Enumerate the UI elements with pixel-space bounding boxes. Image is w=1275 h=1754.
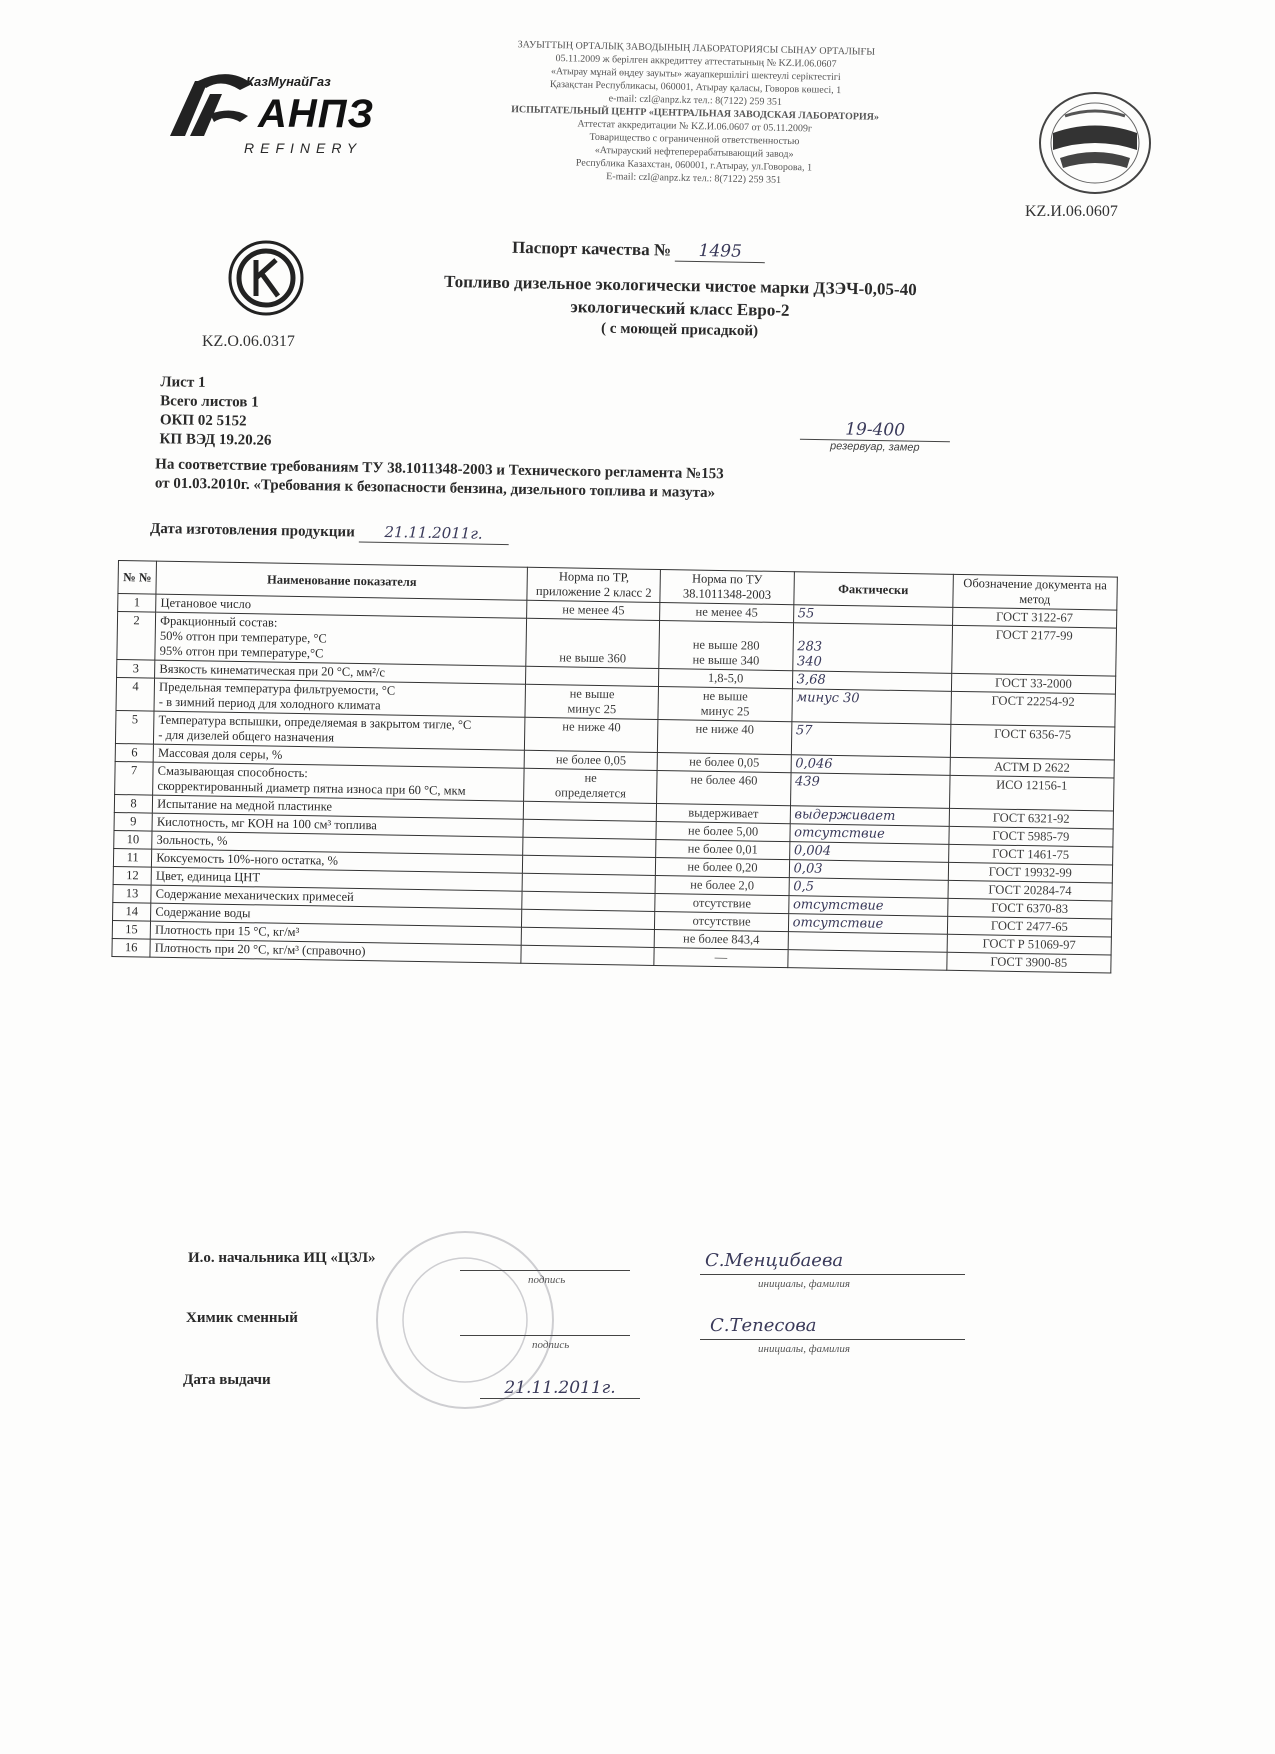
row-norm-tr: не выше минус 25 <box>525 684 659 719</box>
sheet-info <box>159 373 272 451</box>
row-actual-value: 439 <box>790 773 950 809</box>
passport-heading <box>512 238 766 263</box>
row-method-document: АСТМ D 2622 <box>950 757 1115 778</box>
chemist-initials-caption: инициалы, фамилия <box>758 1343 850 1355</box>
sheet-total: Всего листов 1 <box>160 393 259 411</box>
row-number: 11 <box>113 848 152 867</box>
row-number: 10 <box>114 830 153 849</box>
lab-header-line: 05.11.2009 ж берілген аккредиттеу аттестатының № KZ.И.06.0607 <box>555 53 837 70</box>
head-name-line <box>700 1274 965 1275</box>
row-number: 3 <box>117 659 156 678</box>
row-method-document: ГОСТ 6321-92 <box>949 808 1114 829</box>
passport-label: Паспорт качества № <box>511 237 672 260</box>
row-norm-tr: не ниже 40 <box>524 717 658 752</box>
row-norm-tr <box>523 819 657 839</box>
issue-date-label: Дата выдачи <box>183 1372 271 1388</box>
row-indicator-name: Температура вспышки, определяемая в закрытом тигле, °С - для дизелей общего назначения <box>154 711 525 750</box>
certification-mark-icon <box>226 238 306 318</box>
row-actual-value: отсутствие <box>788 896 947 917</box>
row-method-document: ИСО 12156-1 <box>949 775 1114 811</box>
row-norm-tr <box>526 666 660 686</box>
row-number: 6 <box>115 743 154 762</box>
row-norm-tr: не менее 45 <box>527 600 661 620</box>
row-norm-tu: отсутствие <box>655 893 789 913</box>
reservoir-value: 19-400 <box>800 419 950 443</box>
row-indicator-name: Плотность при 20 °С, кг/м³ (справочно) <box>150 939 521 963</box>
logo-brand: КазМунайГаз <box>246 74 331 89</box>
row-actual-value: выдерживает <box>790 806 949 827</box>
lab-header-line: Республика Казахстан, 060001, г.Атырау, ул.Говорова, 1 <box>575 157 813 174</box>
row-indicator-name: Зольность, % <box>152 831 523 855</box>
row-actual-value: 283 340 <box>792 623 952 674</box>
row-method-document: ГОСТ 33-2000 <box>951 673 1116 694</box>
production-date-label: Дата изготовления продукции <box>149 520 355 541</box>
row-indicator-name: Фракционный состав: 50% отгон при температуре, °С 95% отгон при температуре,°С <box>155 612 527 666</box>
row-indicator-name: Массовая доля серы, % <box>153 744 524 768</box>
col-fact-header: Фактически <box>793 572 953 608</box>
row-number: 8 <box>114 794 153 813</box>
row-actual-value: отсутствие <box>788 914 947 935</box>
row-indicator-name: Вязкость кинематическая при 20 °С, мм²/с <box>155 660 526 684</box>
row-method-document: ГОСТ 6370-83 <box>947 898 1112 919</box>
row-norm-tr <box>522 891 656 911</box>
row-method-document: ГОСТ 1461-75 <box>948 844 1113 865</box>
head-name: С.Менцибаева <box>705 1250 844 1271</box>
row-indicator-name: Предельная температура фильтруемости, °С - в зимний период для холодного климата <box>154 678 525 717</box>
row-number: 7 <box>115 761 154 795</box>
row-actual-value <box>787 950 946 971</box>
lab-header <box>459 37 932 190</box>
stamp-code: KZ.И.06.0607 <box>1025 203 1118 220</box>
row-method-document: ГОСТ 5985-79 <box>949 826 1114 847</box>
row-method-document: ГОСТ 20284-74 <box>948 880 1113 901</box>
row-method-document: ГОСТ 6356-75 <box>950 724 1115 760</box>
row-indicator-name: Кислотность, мг КОН на 100 см³ топлива <box>152 813 523 837</box>
row-number: 4 <box>116 677 155 711</box>
row-method-document: ГОСТ 22254-92 <box>951 691 1116 727</box>
row-actual-value: 0,5 <box>789 878 948 899</box>
row-number: 1 <box>118 594 157 613</box>
chemist-name-line <box>700 1339 965 1340</box>
row-norm-tu: не более 460 <box>657 770 791 805</box>
head-sign-caption: подпись <box>528 1274 566 1286</box>
row-norm-tu: не более 0,01 <box>656 839 790 859</box>
lab-header-line: e-mail: czl@anpz.kz тел.: 8(7122) 259 351 <box>608 93 782 108</box>
row-indicator-name: Цвет, единица ЦНТ <box>151 867 522 891</box>
logo-name: АНПЗ <box>258 92 375 136</box>
row-norm-tu: выдерживает <box>657 803 791 823</box>
accreditation-emblem-icon <box>1035 88 1155 198</box>
row-number: 5 <box>115 710 154 744</box>
row-method-document: ГОСТ 2477-65 <box>947 916 1112 937</box>
lab-header-line: Қазақстан Республикасы, 060001, Атырау қаласы, Говоров көшесі, 1 <box>549 78 842 97</box>
lab-header-line: Товарищество с ограниченной ответственностью <box>589 131 800 148</box>
row-norm-tu: не более 0,05 <box>657 752 791 772</box>
row-actual-value: 0,004 <box>789 842 948 863</box>
row-actual-value: 0,046 <box>791 755 950 776</box>
row-indicator-name: Коксуемость 10%-ного остатка, % <box>152 849 523 873</box>
row-method-document: ГОСТ 2177-99 <box>951 625 1116 676</box>
lab-header-line: «Атырауский нефтеперерабатывающий завод» <box>594 144 794 161</box>
lab-header-line: «Атырау мұнай өңдеу зауыты» жауапкершілігі шектеулі серіктестігі <box>550 65 841 84</box>
row-number: 2 <box>117 612 156 661</box>
row-norm-tr: не определяется <box>524 768 658 803</box>
row-number: 14 <box>113 902 152 921</box>
lab-header-line: E-mail: czl@anpz.kz тел.: 8(7122) 259 351 <box>606 171 782 186</box>
row-norm-tr <box>521 927 655 947</box>
passport-number: 1495 <box>675 241 765 264</box>
col-number-header: № № <box>118 561 157 595</box>
regulation-text <box>155 455 916 506</box>
chemist-name: С.Тепесова <box>710 1315 817 1336</box>
round-stamp-icon <box>370 1225 560 1415</box>
row-norm-tr <box>523 801 657 821</box>
row-actual-value: отсутствие <box>790 824 949 845</box>
row-indicator-name: Плотность при 15 °С, кг/м³ <box>150 921 521 945</box>
row-actual-value: минус 30 <box>792 689 952 725</box>
row-norm-tr <box>523 837 657 857</box>
chemist-sign-caption: подпись <box>532 1339 570 1351</box>
row-indicator-name: Испытание на медной пластинке <box>153 795 524 819</box>
okp-code: ОКП 02 5152 <box>159 412 247 430</box>
row-norm-tu: — <box>654 947 788 967</box>
row-norm-tu: не выше минус 25 <box>658 686 792 721</box>
company-logo <box>160 58 400 158</box>
row-number: 9 <box>114 812 153 831</box>
row-norm-tr: не более 0,05 <box>524 750 658 770</box>
issue-date-value: 21.11.2011г. <box>480 1378 640 1399</box>
col-doc-header: Обозначение документа на метод <box>953 574 1118 610</box>
row-norm-tu: не более 2,0 <box>655 875 789 895</box>
row-method-document: ГОСТ 3900-85 <box>947 952 1112 973</box>
col-tr-header: Норма по ТР, приложение 2 класс 2 <box>527 567 661 602</box>
row-norm-tr <box>522 855 656 875</box>
certification-code: KZ.O.06.0317 <box>202 333 295 350</box>
chemist-label: Химик сменный <box>186 1310 298 1326</box>
reservoir-block <box>800 419 951 455</box>
row-norm-tr <box>522 909 656 929</box>
row-indicator-name: Цетановое число <box>156 594 527 618</box>
quality-table <box>111 560 1117 974</box>
row-method-document: ГОСТ 3122-67 <box>952 607 1117 628</box>
title-line-1: Топливо дизельное экологически чистое марки ДЗЭЧ-0,05-40 <box>443 271 917 300</box>
logo-mark-icon <box>160 66 255 146</box>
row-indicator-name: Смазывающая способность: скорректированный диаметр пятна износа при 60 °С, мкм <box>153 762 524 801</box>
row-actual-value: 55 <box>793 605 952 626</box>
row-norm-tu: не выше 280 не выше 340 <box>659 620 793 670</box>
row-norm-tu: не ниже 40 <box>658 719 792 754</box>
kp-ved-code: КП ВЭД 19.20.26 <box>159 431 272 449</box>
row-norm-tu: не более 0,20 <box>656 857 790 877</box>
row-norm-tr: не выше 360 <box>526 618 660 668</box>
row-norm-tr <box>521 945 655 965</box>
production-date <box>150 519 509 545</box>
lab-header-line: Аттестат аккредитации № KZ.И.06.0607 от 05.11.2009г <box>577 118 813 135</box>
row-norm-tu: отсутствие <box>655 911 789 931</box>
col-tu-header: Норма по ТУ 38.1011348-2003 <box>660 570 794 605</box>
production-date-value: 21.11.2011г. <box>358 523 508 546</box>
row-method-document: ГОСТ 19932-99 <box>948 862 1113 883</box>
document-title <box>330 270 1031 345</box>
row-norm-tu: не более 5,00 <box>656 821 790 841</box>
lab-header-line: ЗАУЫТТЫҢ ОРТАЛЫҚ ЗАВОДЫНЫҢ ЛАБОРАТОРИЯСЫ СЫНАУ ОРТАЛЫҒЫ <box>517 39 876 58</box>
row-number: 12 <box>113 866 152 885</box>
head-signature-label: И.о. начальника ИЦ «ЦЗЛ» <box>188 1250 376 1266</box>
row-method-document: ГОСТ Р 51069-97 <box>947 934 1112 955</box>
row-number: 13 <box>113 884 152 903</box>
title-line-3: ( с моющей присадкой) <box>600 320 759 340</box>
row-actual-value: 0,03 <box>789 860 948 881</box>
row-indicator-name: Содержание воды <box>151 903 522 927</box>
sheet-number: Лист 1 <box>160 374 206 391</box>
row-actual-value: 57 <box>791 722 951 758</box>
row-norm-tu: не более 843,4 <box>655 929 789 949</box>
title-line-2: экологический класс Евро-2 <box>570 297 790 320</box>
reservoir-caption: резервуар, замер <box>829 440 920 454</box>
regulation-line-2: от 01.03.2010г. «Требования к безопасности бензина, дизельного топлива и мазута» <box>154 475 716 502</box>
row-norm-tu: 1,8-5,0 <box>659 668 793 688</box>
row-norm-tr <box>522 873 656 893</box>
regulation-line-1: На соответствие требованиям ТУ 38.1011348-2003 и Технического регламента №153 <box>155 456 724 483</box>
lab-header-line: ИСПЫТАТЕЛЬНЫЙ ЦЕНТР «ЦЕНТРАЛЬНАЯ ЗАВОДСКАЯ ЛАБОРАТОРИЯ» <box>511 104 879 123</box>
col-name-header: Наименование показателя <box>156 561 527 600</box>
row-number: 15 <box>112 920 151 939</box>
row-indicator-name: Содержание механических примесей <box>151 885 522 909</box>
row-norm-tu: не менее 45 <box>660 602 794 622</box>
row-number: 16 <box>112 938 151 957</box>
row-actual-value: 3,68 <box>792 671 951 692</box>
logo-sub: REFINERY <box>244 140 363 156</box>
head-initials-caption: инициалы, фамилия <box>758 1278 850 1290</box>
